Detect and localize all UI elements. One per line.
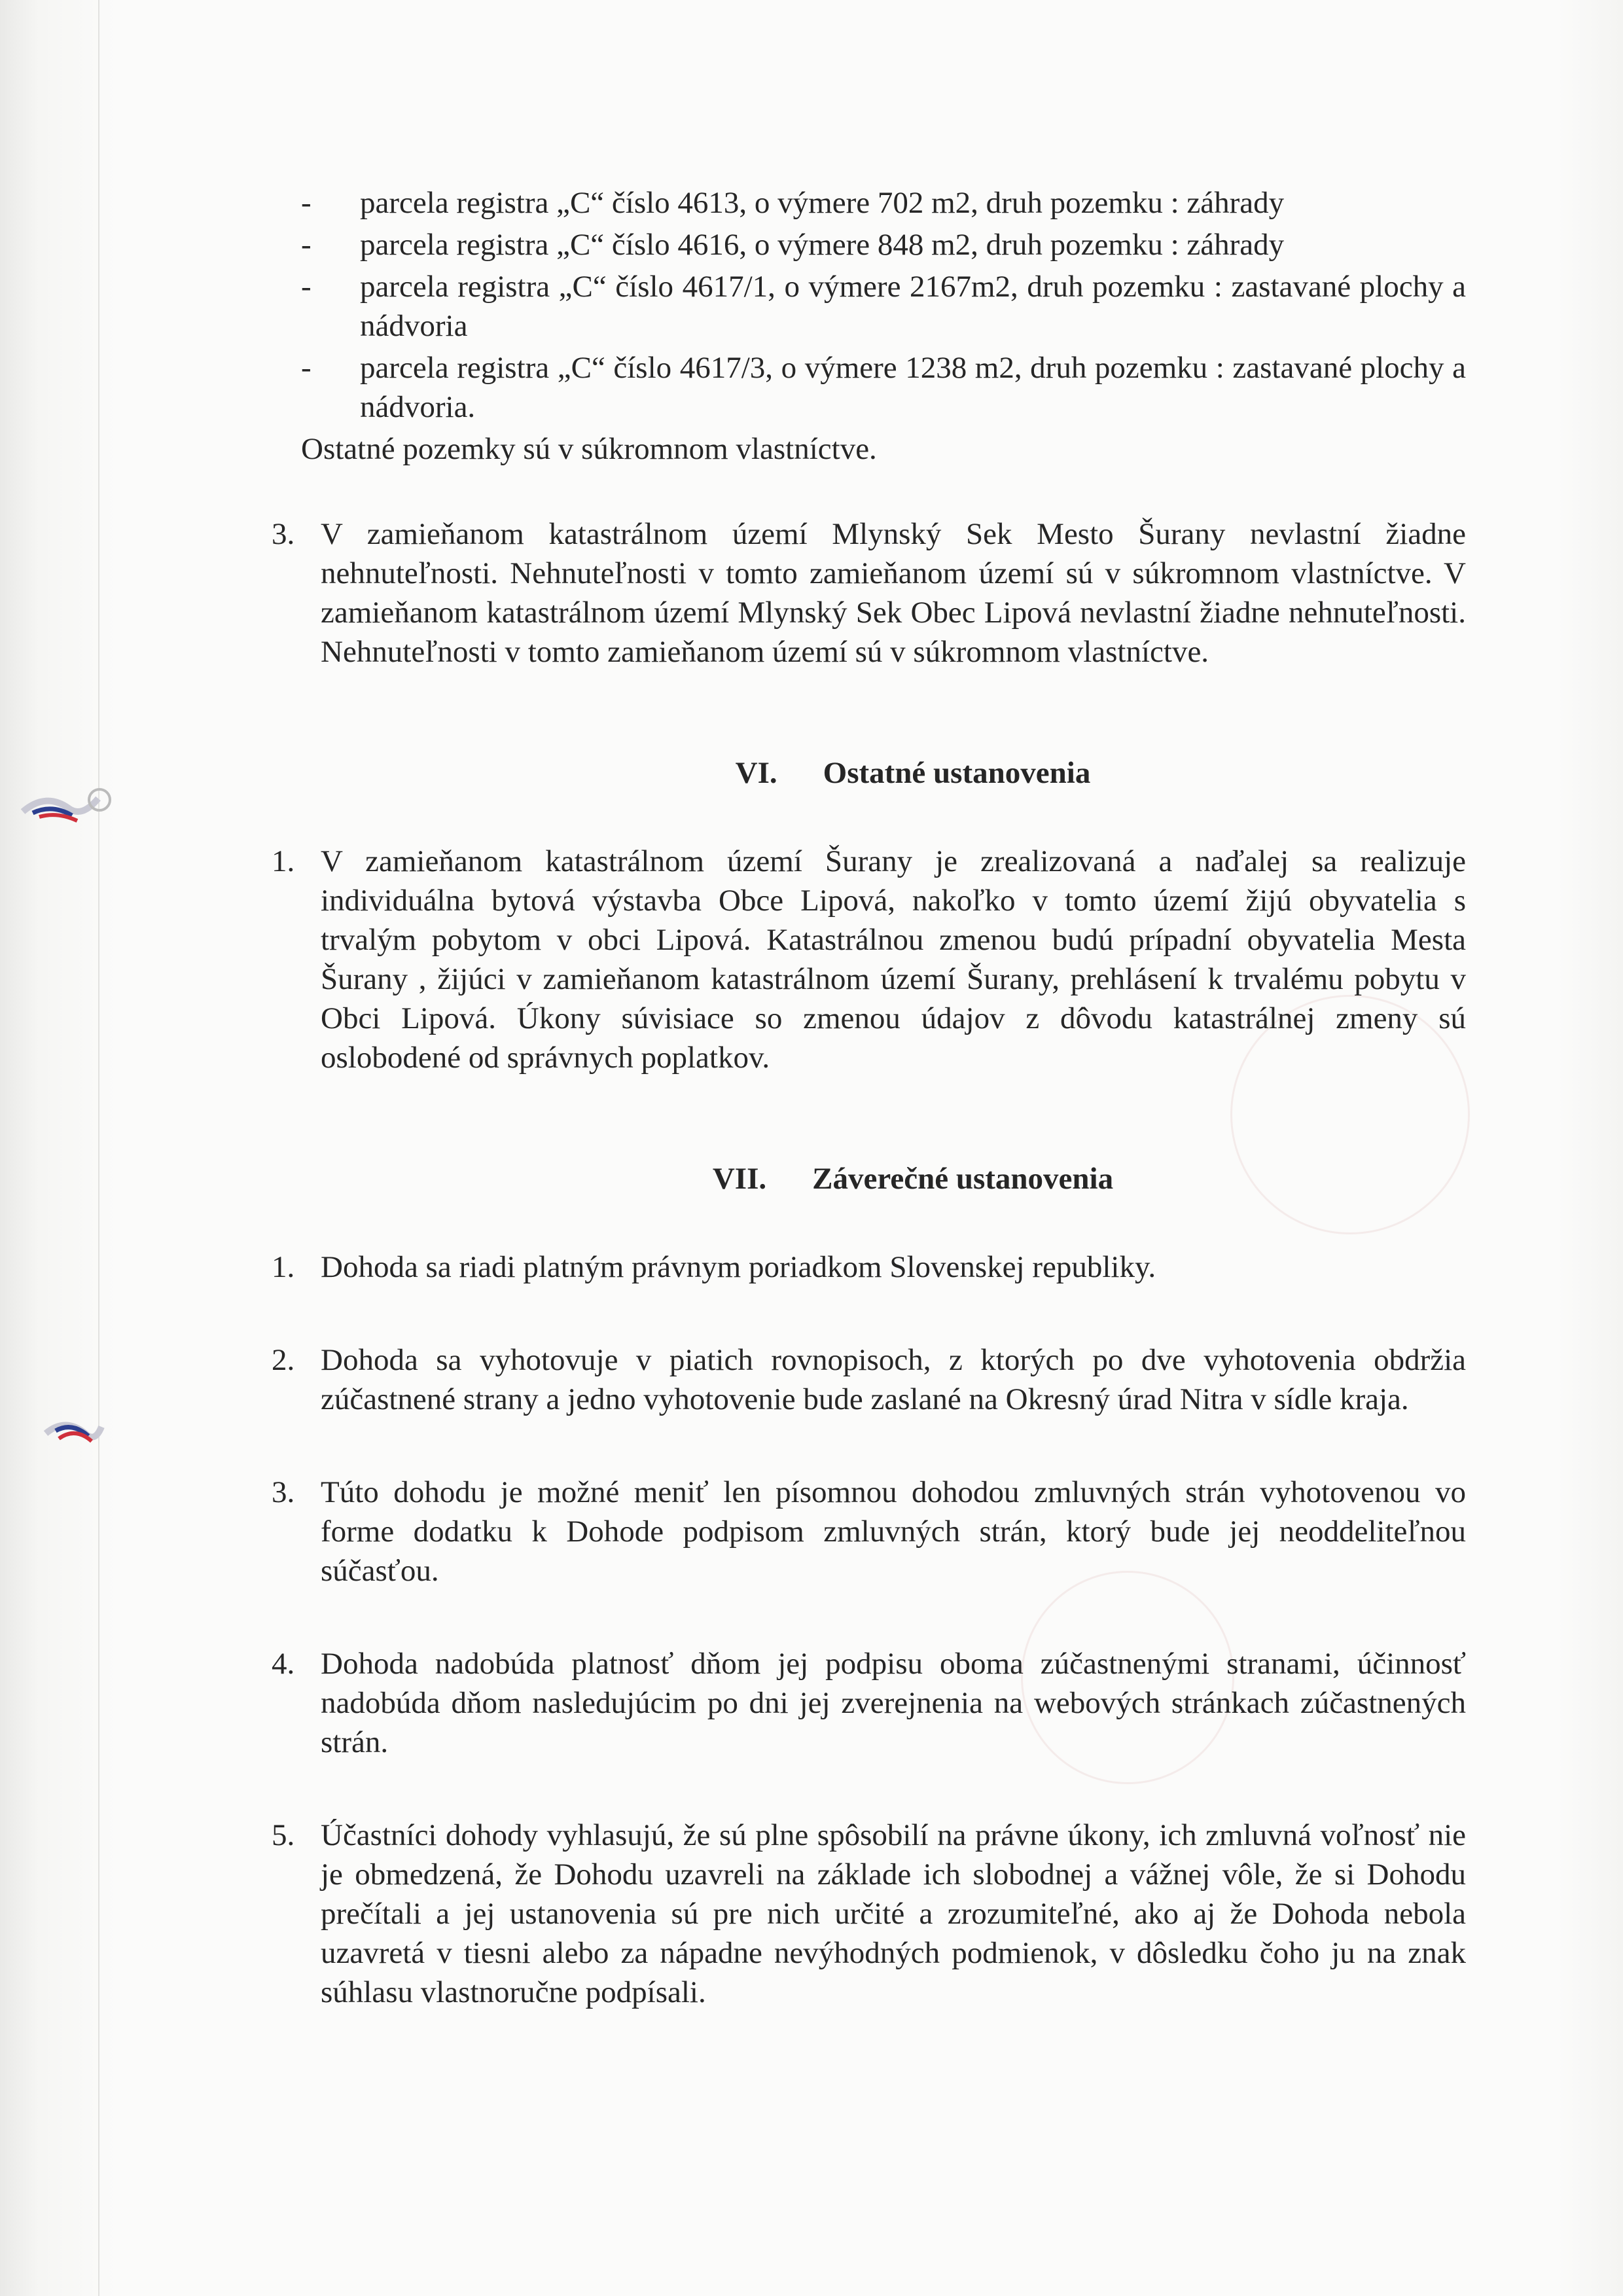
clause-number: 3.	[272, 517, 295, 551]
clause-text: V zamieňanom katastrálnom území Šurany je zrealizovaná a naďalej sa realizuje individuálna bytová výstavba Obce Lipová, nakoľko v tomto území žijú obyvatelia s trvalým pobytom v obci Lipová. Katastrálnou zmenou budú prípadní obyvatelia Mesta Šurany , žijúci v zamieňanom katastrálnom území Šurany, prehlásení k trvalému pobytu v Obci Lipová. Úkony súvisiace so zmenou údajov z dôvodu katastrálnej zmeny sú oslobodené od správnych poplatkov.	[321, 844, 1466, 1075]
parcel-item	[301, 225, 1466, 264]
clause-text: Dohoda nadobúda platnosť dňom jej podpisu oboma zúčastnenými stranami, účinnosť nadobúda dňom nasledujúcim po dni jej zverejnenia na webových stránkach zúčastnených strán.	[321, 1647, 1466, 1759]
clause-number: 5.	[272, 1818, 295, 1852]
list-dash: -	[301, 351, 312, 385]
list-dash: -	[301, 186, 312, 220]
section-number: VI.	[735, 756, 777, 790]
numbered-clause	[272, 514, 1466, 672]
private-ownership-note: Ostatné pozemky sú v súkromnom vlastníctve.	[301, 432, 877, 466]
numbered-clause	[272, 1247, 1466, 1287]
clause-text: Túto dohodu je možné meniť len písomnou dohodou zmluvných strán vyhotovenou vo forme dodatku k Dohode podpisom zmluvných strán, ktorý bude jej neoddeliteľnou súčasťou.	[321, 1475, 1466, 1588]
parcel-item	[301, 183, 1466, 223]
numbered-clause	[272, 1816, 1466, 2012]
section-title: Záverečné ustanovenia	[812, 1162, 1114, 1196]
binding-ribbon-bottom-icon	[39, 1407, 111, 1460]
numbered-clause	[272, 1473, 1466, 1590]
parcel-text: parcela registra „C“ číslo 4617/3, o výmere 1238 m2, druh pozemku : zastavané plochy a nádvoria.	[360, 351, 1466, 424]
list-dash: -	[301, 270, 312, 304]
section-number: VII.	[712, 1162, 767, 1196]
parcel-text: parcela registra „C“ číslo 4613, o výmere 702 m2, druh pozemku : záhrady	[360, 186, 1285, 220]
numbered-clause	[272, 842, 1466, 1077]
numbered-clause	[272, 1340, 1466, 1419]
parcel-list	[301, 183, 1466, 427]
parcel-text: parcela registra „C“ číslo 4616, o výmere 848 m2, druh pozemku : záhrady	[360, 228, 1285, 262]
clause-text: Účastníci dohody vyhlasujú, že sú plne spôsobilí na právne úkony, ich zmluvná voľnosť nie je obmedzená, že Dohodu uzavreli na základe ich slobodnej a vážnej vôle, že si Dohodu prečítali a jej ustanovenia sú pre nich určité a zrozumiteľné, ako aj že Dohoda nebola uzavretá v tiesni alebo za nápadne nevýhodných podmienok, v dôsledku čoho ju na znak súhlasu vlastnoručne podpísali.	[321, 1818, 1466, 2009]
clause-text: Dohoda sa vyhotovuje v piatich rovnopisoch, z ktorých po dve vyhotovenia obdržia zúčastnené strany a jedno vyhotovenie bude zaslané na Okresný úrad Nitra v sídle kraja.	[321, 1343, 1466, 1416]
binding-ribbon-top-icon	[20, 785, 111, 831]
numbered-clause	[272, 1644, 1466, 1762]
clause-number: 3.	[272, 1475, 295, 1509]
section-heading-vi	[301, 753, 1466, 793]
clause-number: 4.	[272, 1647, 295, 1681]
clause-number: 1.	[272, 844, 295, 878]
clause-text: V zamieňanom katastrálnom území Mlynský Sek Mesto Šurany nevlastní žiadne nehnuteľnosti. Nehnuteľnosti v tomto zamieňanom území sú v súkromnom vlastníctve. V zamieňanom katastrálnom území Mlynský Sek Obec Lipová nevlastní žiadne nehnuteľnosti. Nehnuteľnosti v tomto zamieňanom území sú v súkromnom vlastníctve.	[321, 517, 1466, 669]
parcel-item	[301, 267, 1466, 346]
list-dash: -	[301, 228, 312, 262]
binding-fold-line	[98, 0, 99, 2296]
clause-number: 1.	[272, 1250, 295, 1284]
clause-text: Dohoda sa riadi platným právnym poriadkom Slovenskej republiky.	[321, 1250, 1156, 1284]
parcel-item	[301, 348, 1466, 427]
clause-number: 2.	[272, 1343, 295, 1377]
section-heading-vii	[301, 1159, 1466, 1198]
document-body	[272, 183, 1466, 2012]
parcel-text: parcela registra „C“ číslo 4617/1, o výmere 2167m2, druh pozemku : zastavané plochy a nádvoria	[360, 270, 1466, 343]
section-title: Ostatné ustanovenia	[823, 756, 1091, 790]
